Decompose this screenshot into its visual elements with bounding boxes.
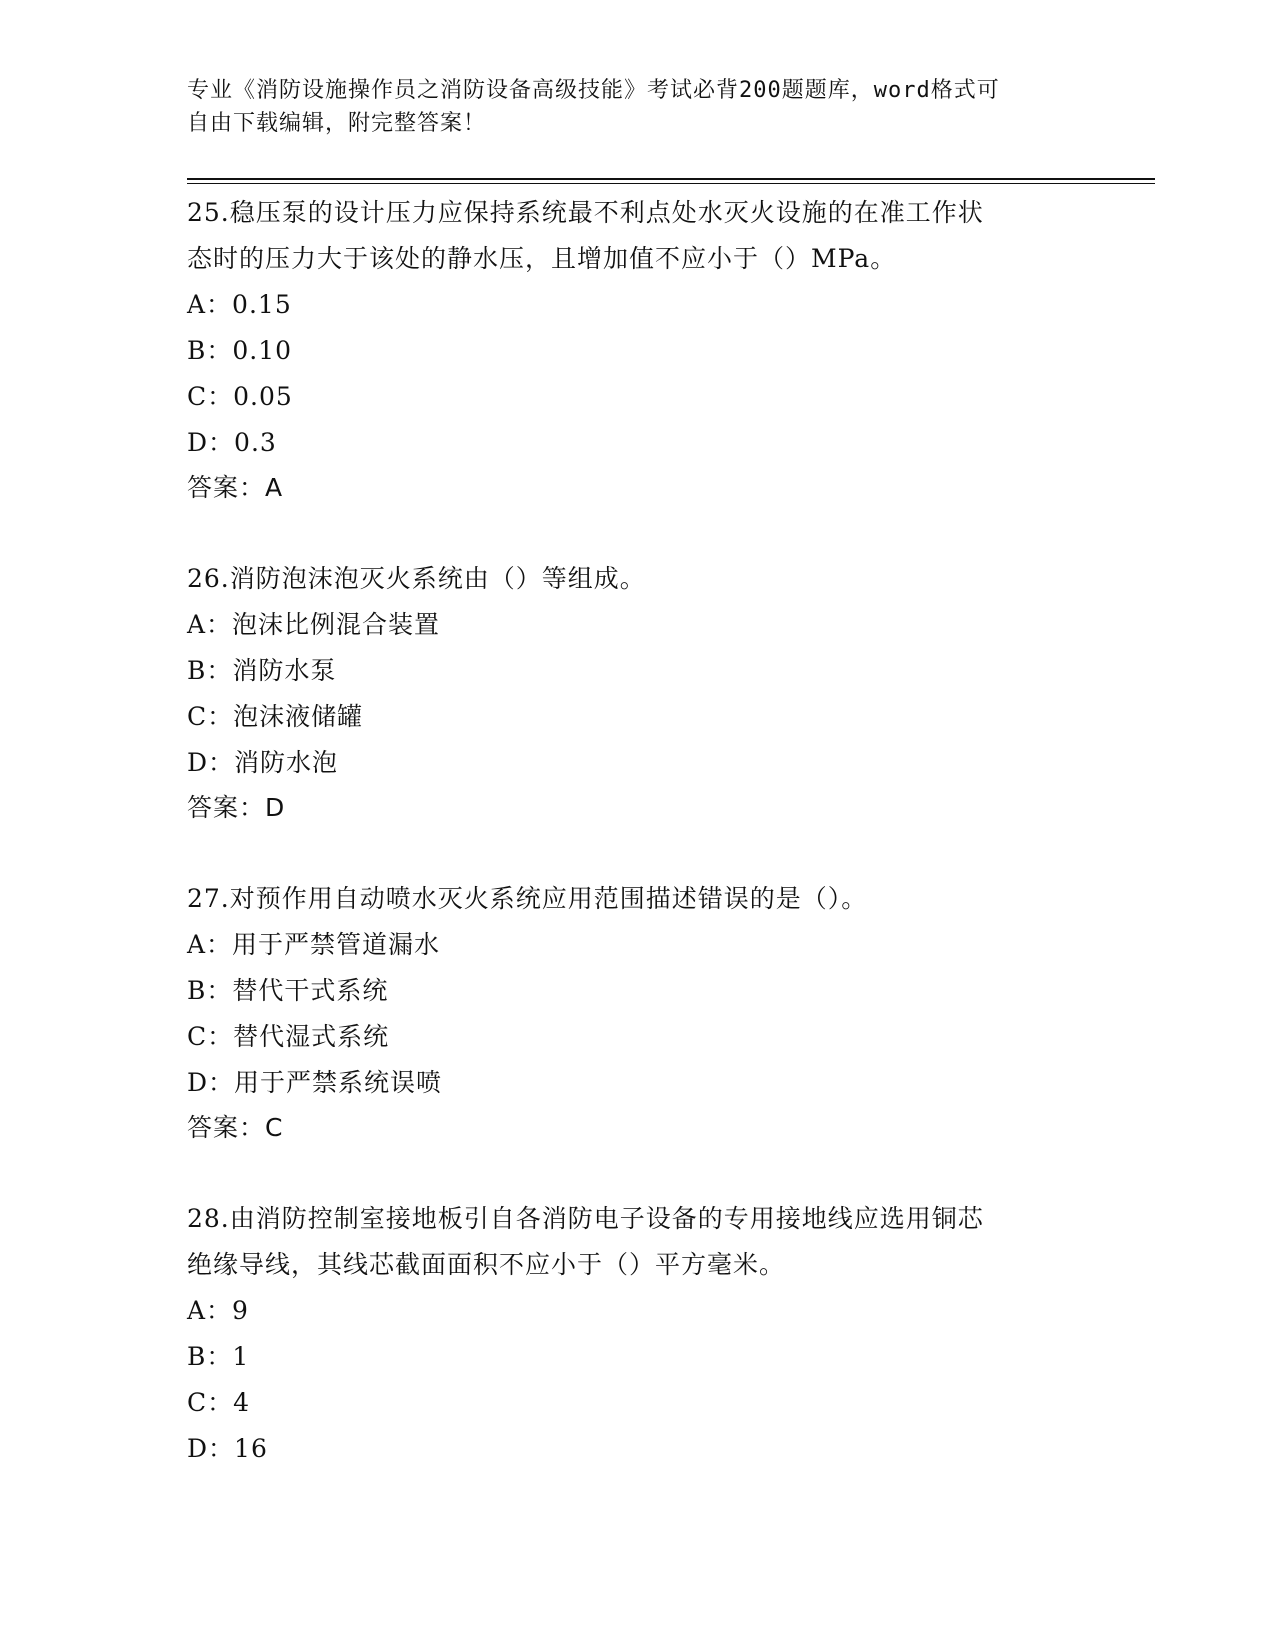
document-header	[187, 74, 1087, 140]
header-divider-thick	[187, 178, 1155, 180]
question-27	[187, 876, 1087, 1150]
question-text-line: 态时的压力大于该处的静水压，且增加值不应小于（）MPa。	[187, 244, 897, 273]
header-line-1: 专业《消防设施操作员之消防设备高级技能》考试必背200题题库，word格式可	[187, 78, 1000, 103]
option-a: A：用于严禁管道漏水	[187, 930, 441, 959]
question-text	[187, 190, 1087, 282]
answer-label: 答案：C	[187, 1113, 284, 1142]
option-c: C：泡沫液储罐	[187, 702, 364, 731]
question-text-line: 27.对预作用自动喷水灭火系统应用范围描述错误的是（）。	[187, 884, 868, 913]
option-d: D：16	[187, 1434, 268, 1463]
option-a: A：0.15	[187, 290, 292, 319]
option-a: A：9	[187, 1296, 249, 1325]
option-c: C：0.05	[187, 382, 293, 411]
answer-label: 答案：D	[187, 793, 286, 822]
question-text-line: 26.消防泡沫泡灭火系统由（）等组成。	[187, 564, 646, 593]
question-26	[187, 556, 1087, 830]
option-b: B：消防水泵	[187, 656, 337, 685]
question-text-line: 28.由消防控制室接地板引自各消防电子设备的专用接地线应选用铜芯	[187, 1204, 984, 1233]
option-d: D：消防水泡	[187, 748, 339, 777]
header-divider-thin	[187, 183, 1155, 184]
question-25	[187, 190, 1087, 510]
question-text-line: 25.稳压泵的设计压力应保持系统最不利点处水灭火设施的在准工作状	[187, 198, 984, 227]
question-text	[187, 1196, 1087, 1288]
option-d: D：0.3	[187, 428, 277, 457]
option-a: A：泡沫比例混合装置	[187, 610, 441, 639]
answer-label: 答案：A	[187, 473, 284, 502]
question-text	[187, 556, 1087, 602]
header-line-2: 自由下载编辑，附完整答案！	[187, 111, 487, 136]
option-b: B：替代干式系统	[187, 976, 389, 1005]
question-text	[187, 876, 1087, 922]
option-b: B：1	[187, 1342, 250, 1371]
option-d: D：用于严禁系统误喷	[187, 1068, 443, 1097]
question-text-line: 绝缘导线，其线芯截面面积不应小于（）平方毫米。	[187, 1250, 786, 1279]
option-c: C：4	[187, 1388, 251, 1417]
question-28	[187, 1196, 1087, 1472]
question-list	[187, 190, 1087, 1518]
option-c: C：替代湿式系统	[187, 1022, 390, 1051]
option-b: B：0.10	[187, 336, 293, 365]
